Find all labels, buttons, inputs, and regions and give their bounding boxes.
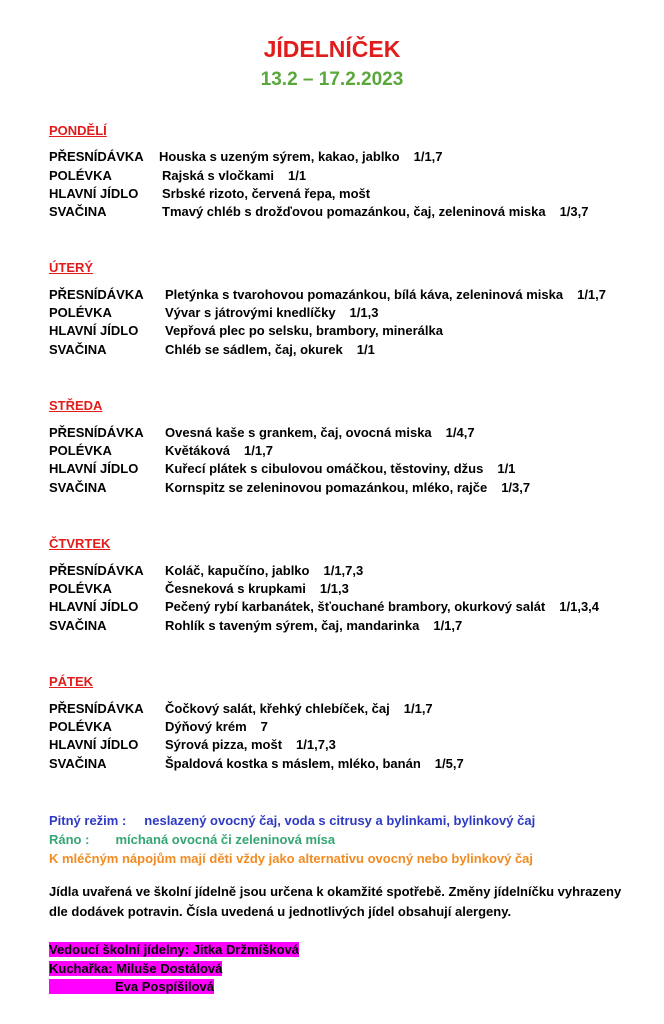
course-label: PŘESNÍDÁVKA (49, 701, 144, 716)
dish-name: Chléb se sádlem, čaj, okurek (165, 342, 343, 357)
allergens: 1/3,7 (501, 480, 531, 495)
menu-title: JÍDELNÍČEK (263, 36, 401, 62)
cook-line (49, 960, 222, 978)
dish-name: Rohlík s taveným sýrem, čaj, mandarinka (165, 618, 420, 633)
drinking-regime (49, 813, 535, 828)
dish-name: Špaldová kostka s máslem, mléko, banán (165, 756, 421, 771)
dish (165, 700, 433, 718)
dish (165, 598, 599, 616)
dish-name: Kuřecí plátek s cibulovou omáčkou, těstoviny, džus (165, 461, 484, 476)
course-label: SVAČINA (49, 480, 107, 495)
allergens: 1/3,7 (559, 204, 589, 219)
allergens: 1/1,7,3 (296, 737, 336, 752)
allergens: 1/1,3 (349, 305, 379, 320)
day-heading-friday: PÁTEK (49, 674, 94, 689)
date-range: 13.2 – 17.2.2023 (260, 69, 404, 90)
day-heading-thursday: ČTVRTEK (49, 536, 111, 551)
dish (165, 580, 349, 598)
cook-2-text: Eva Pospíšilová (49, 979, 214, 994)
allergens: 7 (260, 719, 268, 734)
dish-name: Pečený rybí karbanátek, šťouchané brambory, okurkový salát (165, 599, 546, 614)
course-label: POLÉVKA (49, 305, 112, 320)
dish (162, 203, 589, 221)
course-label: SVAČINA (49, 756, 107, 771)
allergens: 1/1,3 (319, 581, 349, 596)
course-label: PŘESNÍDÁVKA (49, 149, 144, 164)
day-heading-tuesday: ÚTERÝ (49, 260, 94, 275)
course-label: HLAVNÍ JÍDLO (49, 461, 139, 476)
dish-name: Houska s uzeným sýrem, kakao, jablko (159, 149, 400, 164)
allergens: 1/1,7 (403, 701, 433, 716)
day-heading-monday: PONDĚLÍ (49, 123, 107, 138)
dish (165, 442, 273, 460)
allergens: 1/1 (288, 168, 307, 183)
dish (165, 617, 462, 635)
allergens: 1/1,7 (413, 149, 443, 164)
dish-name: Květáková (165, 443, 231, 458)
course-label: HLAVNÍ JÍDLO (49, 737, 139, 752)
dish-name: Tmavý chléb s drožďovou pomazánkou, čaj, zeleninová miska (162, 204, 546, 219)
head-of-canteen-text: Vedoucí školní jídelny: Jitka Držmíšková (49, 942, 299, 957)
morning-text: míchaná ovocná či zeleninová mísa (115, 832, 336, 847)
dish-name: Srbské rizoto, červená řepa, mošt (162, 186, 371, 201)
allergens: 1/1 (497, 461, 516, 476)
course-label: SVAČINA (49, 204, 107, 219)
course-label: POLÉVKA (49, 443, 112, 458)
drinking-text: neslazený ovocný čaj, voda s citrusy a bylinkami, bylinkový čaj (144, 813, 536, 828)
allergens: 1/1,7 (577, 287, 607, 302)
dish (165, 322, 457, 340)
course-label: SVAČINA (49, 618, 107, 633)
dish-name: Čočkový salát, křehký chlebíček, čaj (165, 701, 390, 716)
course-label: POLÉVKA (49, 719, 112, 734)
dish (165, 562, 363, 580)
course-label: PŘESNÍDÁVKA (49, 563, 144, 578)
dish (162, 167, 306, 185)
dish (165, 736, 336, 754)
dish (165, 424, 475, 442)
course-label: POLÉVKA (49, 581, 112, 596)
dish (165, 718, 268, 736)
course-label: HLAVNÍ JÍDLO (49, 323, 139, 338)
allergens: 1/1,7 (244, 443, 273, 458)
allergens: 1/5,7 (434, 756, 464, 771)
disclaimer: Jídla uvařená ve školní jídelně jsou určena k okamžité spotřebě. Změny jídelníčku vyhrazeny dle dodávek potravin. Čísla uvedená u jednotlivých jídel obsahují alergeny. (49, 884, 622, 919)
course-label: PŘESNÍDÁVKA (49, 287, 144, 302)
dish-name: Koláč, kapučíno, jablko (165, 563, 310, 578)
morning-label: Ráno : (49, 832, 90, 847)
dish-name: Kornspitz se zeleninovou pomazánkou, mléko, rajče (165, 480, 488, 495)
dish-name: Pletýnka s tvarohovou pomazánkou, bílá káva, zeleninová miska (165, 287, 564, 302)
dish-name: Vývar s játrovými knedlíčky (165, 305, 336, 320)
allergens: 1/1 (356, 342, 375, 357)
allergens: 1/4,7 (445, 425, 475, 440)
dish-name: Rajská s vločkami (162, 168, 275, 183)
course-label: HLAVNÍ JÍDLO (49, 186, 139, 201)
dish-name: Sýrová pizza, mošt (165, 737, 283, 752)
head-of-canteen (49, 941, 299, 959)
allergens: 1/1,7 (433, 618, 463, 633)
dish-name: Dýňový krém (165, 719, 247, 734)
cook-2 (49, 978, 214, 996)
dish-name: Ovesná kaše s grankem, čaj, ovocná miska (165, 425, 432, 440)
dish (165, 755, 464, 773)
dish (162, 185, 384, 203)
dish (165, 286, 606, 304)
dish-name: Vepřová plec po selsku, brambory, minerálka (165, 323, 443, 338)
dish-name: Česneková s krupkami (165, 581, 306, 596)
milk-note: K mléčným nápojům mají děti vždy jako alternativu ovocný nebo bylinkový čaj (49, 851, 534, 866)
course-label: HLAVNÍ JÍDLO (49, 599, 139, 614)
dish (165, 460, 515, 478)
course-label: PŘESNÍDÁVKA (49, 425, 144, 440)
allergens: 1/1,3,4 (559, 599, 600, 614)
cook-line-text: Kuchařka: Miluše Dostálová (49, 961, 223, 976)
morning-note (49, 832, 335, 847)
course-label: POLÉVKA (49, 168, 112, 183)
day-heading-wednesday: STŘEDA (49, 398, 103, 413)
dish (165, 479, 530, 497)
dish (165, 341, 375, 359)
dish (159, 148, 443, 166)
course-label: SVAČINA (49, 342, 107, 357)
allergens: 1/1,7,3 (323, 563, 364, 578)
drinking-label: Pitný režim : (49, 813, 127, 828)
dish (165, 304, 378, 322)
